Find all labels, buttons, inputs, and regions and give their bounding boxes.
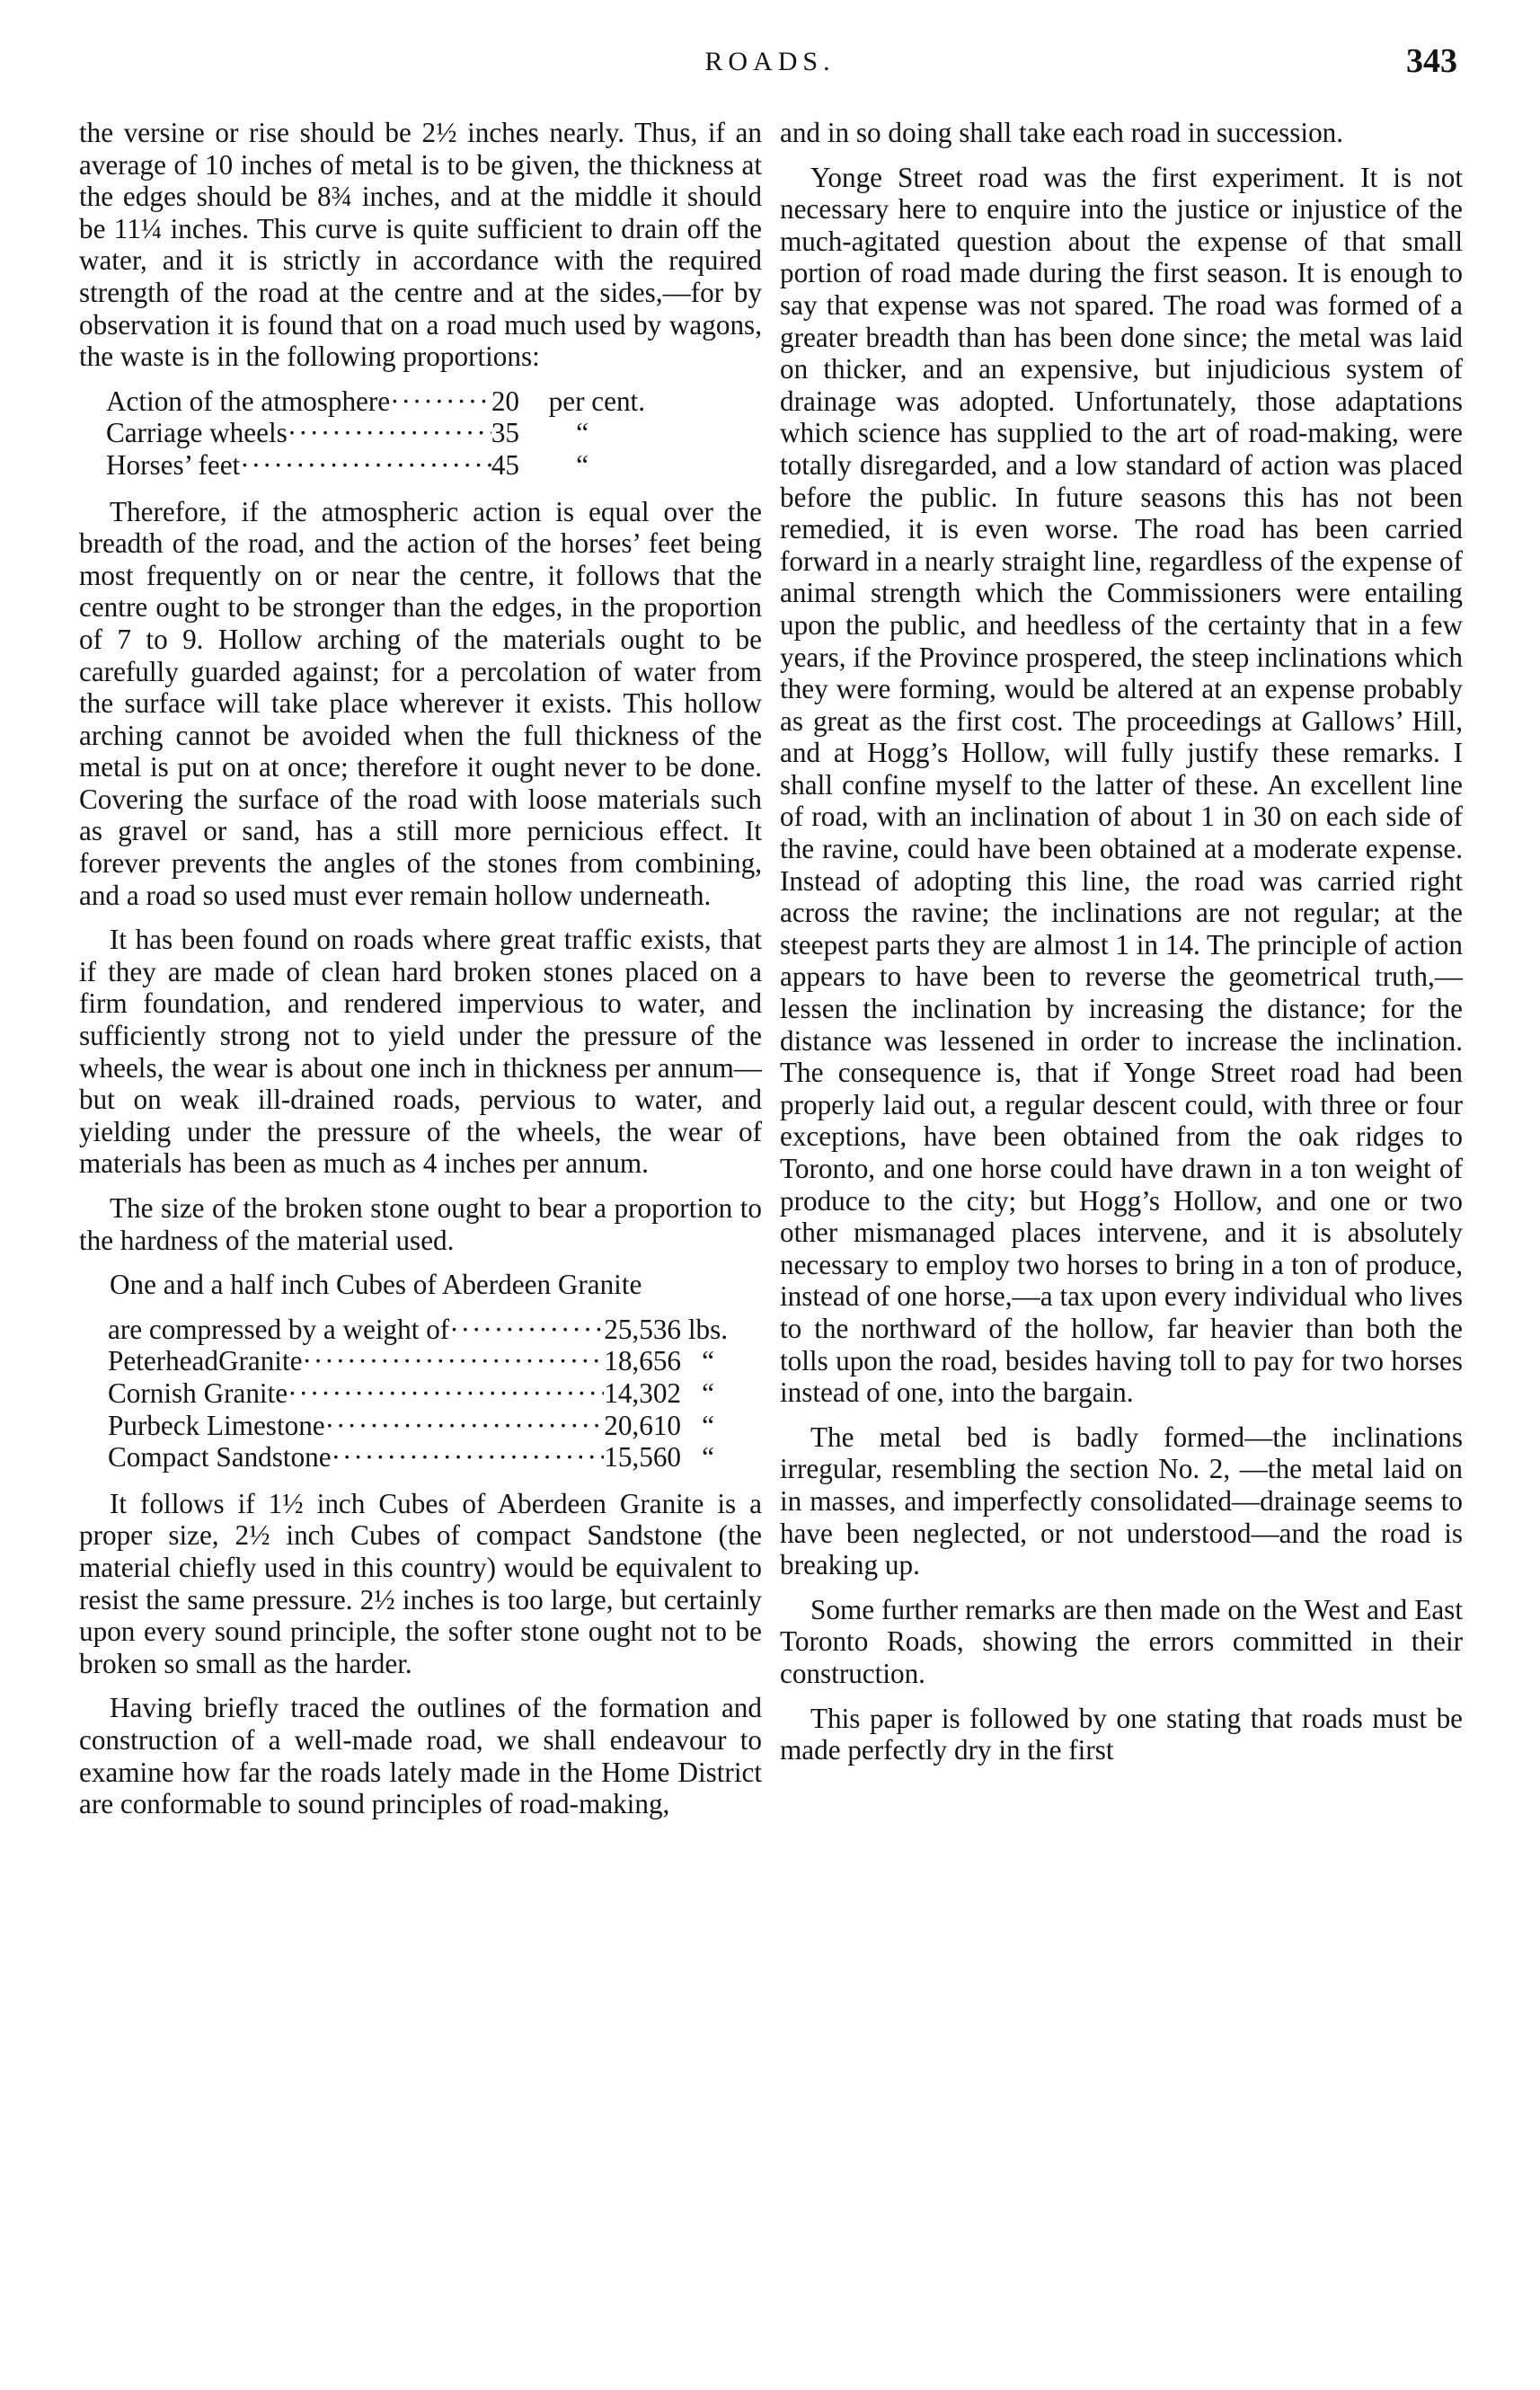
- table-row: [79, 1377, 735, 1410]
- right-column: [780, 117, 1463, 1779]
- row-value: 25,536: [604, 1313, 681, 1345]
- row-label: Carriage wheels: [106, 417, 288, 449]
- table-row: [106, 449, 645, 482]
- paragraph: It has been found on roads where great traffic exists, that if they are made of clean hard broken stones placed on a firm foundation, and rendered impervious to water, and sufficiently strong not to yield under the pressure of the wheels, the wear is about one inch in thickness per annum—but on weak ill-drained roads, pervious to water, and yielding under the pressure of the wheels, the wear of materials has been as much as 4 inches per annum.: [79, 924, 762, 1180]
- table-row: [79, 1345, 735, 1377]
- row-label: Action of the atmosphere: [106, 385, 391, 417]
- row-value: 35: [491, 417, 519, 449]
- row-value: 14,302: [604, 1376, 681, 1409]
- row-unit: lbs.: [687, 1313, 729, 1345]
- table-row: [79, 1410, 735, 1442]
- paragraph: Having briefly traced the outlines of the formation and construction of a well-made road, we shall endeavour to examine how far the roads lately made in the Home District are conformable to sound principles of road-making,: [79, 1692, 762, 1820]
- page-header: [83, 42, 1457, 101]
- row-unit: “: [702, 1345, 714, 1377]
- row-value: 20: [491, 385, 519, 417]
- running-head: ROADS.: [704, 47, 836, 76]
- paragraph: The metal bed is badly formed—the inclinations irregular, resembling the section No. 2, —the metal laid on in masses, and imperfectly consolidated—drainage seems to have been neglected, or not understood—and the road is breaking up.: [780, 1421, 1463, 1581]
- row-label: Horses’ feet: [106, 448, 241, 481]
- row-unit: “: [702, 1441, 714, 1474]
- row-unit: “: [702, 1409, 714, 1441]
- leader-dots: [325, 1410, 605, 1442]
- paragraph: This paper is followed by one stating that roads must be made perfectly dry in the first: [780, 1702, 1463, 1766]
- row-unit: “: [702, 1376, 714, 1409]
- stone-compression-table: [79, 1269, 735, 1474]
- left-column: [79, 117, 762, 1833]
- leader-dots: [288, 417, 491, 449]
- row-label: Compact Sandstone: [108, 1441, 332, 1474]
- paragraph: Therefore, if the atmospheric action is equal over the breadth of the road, and the action of the horses’ feet being most frequently on or near the centre, it follows that the centre ought to be stronger than the edges, in the proportion of 7 to 9. Hollow arching of the materials ought to be carefully guarded against; for a percolation of water from the surface will take place wherever it exists. This hollow arching cannot be avoided when the full thickness of the metal is put on at once; therefore it ought never to be done. Covering the surface of the road with loose materials such as gravel or sand, has a still more pernicious effect. It forever prevents the angles of the stones from combining, and a road so used must ever remain hollow underneath.: [79, 495, 762, 911]
- row-value: 15,560: [604, 1441, 681, 1474]
- row-label: PeterheadGranite: [108, 1345, 303, 1377]
- paragraph: Yonge Street road was the first experiment. It is not necessary here to enquire into the justice or injustice of the much-agitated question about the expense of that small portion of road made during the first season. It is enough to say that expense was not spared. The road was formed of a greater breadth than has been done since; the metal was laid on thicker, and an expensive, but injudicious system of drainage was adopted. Unfortunately, those adaptations which science has supplied to the art of road-making, were totally disregarded, and a low standard of action was placed before the public. In future seasons this has not been remedied, it is even worse. The road has been carried forward in a nearly straight line, regardless of the expense of animal strength which the Commissioners were entailing upon the public, and heedless of the certainty that in a few years, if the Province prospered, the steep inclinations which they were forming, would be altered at an expense probably as great as the first cost. The proceedings at Gallows’ Hill, and at Hogg’s Hollow, will fully justify these remarks. I shall confine myself to the latter of these. An excellent line of road, with an inclination of about 1 in 30 on each side of the ravine, could have been obtained at a moderate expense. Instead of adopting this line, the road was carried right across the ravine; the inclinations are not regular; at the steepest parts they are almost 1 in 14. The principle of action appears to have been to reverse the geometrical truth,—lessen the inclination by increasing the distance; for the distance was lessened in order to increase the inclination. The consequence is, that if Yonge Street road had been properly laid out, a regular descent could, with three or four exceptions, have been obtained from the oak ridges to Toronto, and one horse could have drawn in a ton weight of produce to the city; but Hogg’s Hollow, and one or two other mismanaged places intervene, and it is absolutely necessary to employ two horses to bring in a ton of produce, instead of one horse,—a tax upon every individual who lives to the northward of the hollow, far heavier than both the tolls upon the road, besides having toll to pay for two horses instead of one, into the bargain.: [780, 161, 1463, 1409]
- table-heading: One and a half inch Cubes of Aberdeen Granite: [110, 1269, 642, 1301]
- leader-dots: [390, 385, 491, 418]
- row-value: 20,610: [604, 1409, 681, 1441]
- table-row: [106, 417, 645, 449]
- page-number: 343: [1406, 42, 1457, 80]
- leader-dots: [449, 1314, 604, 1346]
- leader-dots: [332, 1441, 605, 1474]
- row-value: 18,656: [604, 1345, 681, 1377]
- table-row: [79, 1314, 735, 1346]
- row-label: are compressed by a weight of: [108, 1313, 450, 1345]
- paragraph: and in so doing shall take each road in succession.: [780, 117, 1344, 148]
- paragraph: the versine or rise should be 2½ inches nearly. Thus, if an average of 10 inches of metal is to be given, the thickness at the edges should be 8¾ inches, and at the middle it should be 11¼ inches. This curve is quite sufficient to drain off the water, and it is strictly in accordance with the required strength of the road at the centre and at the sides,—for by observation it is found that on a road much used by wagons, the waste is in the following proportions:: [79, 117, 762, 373]
- leader-dots: [240, 449, 491, 482]
- waste-proportions-table: [106, 385, 645, 482]
- table-row: [79, 1441, 735, 1474]
- table-row: [106, 385, 645, 418]
- row-label: Purbeck Limestone: [108, 1409, 325, 1441]
- row-unit: “: [576, 448, 589, 481]
- row-value: 45: [491, 448, 519, 481]
- leader-dots: [288, 1377, 604, 1410]
- row-unit: “: [576, 417, 589, 449]
- row-label: Cornish Granite: [108, 1376, 288, 1409]
- leader-dots: [302, 1345, 604, 1377]
- paragraph: It follows if 1½ inch Cubes of Aberdeen Granite is a proper size, 2½ inch Cubes of compact Sandstone (the material chiefly used in this country) would be equivalent to resist the same pressure. 2½ inches is too large, but certainly upon every sound principle, the softer stone ought not to be broken so small as the harder.: [79, 1487, 762, 1679]
- paragraph: The size of the broken stone ought to bear a proportion to the hardness of the material used.: [79, 1192, 762, 1256]
- paragraph: Some further remarks are then made on the West and East Toronto Roads, showing the errors committed in their construction.: [780, 1593, 1463, 1689]
- row-unit: per cent.: [548, 385, 645, 417]
